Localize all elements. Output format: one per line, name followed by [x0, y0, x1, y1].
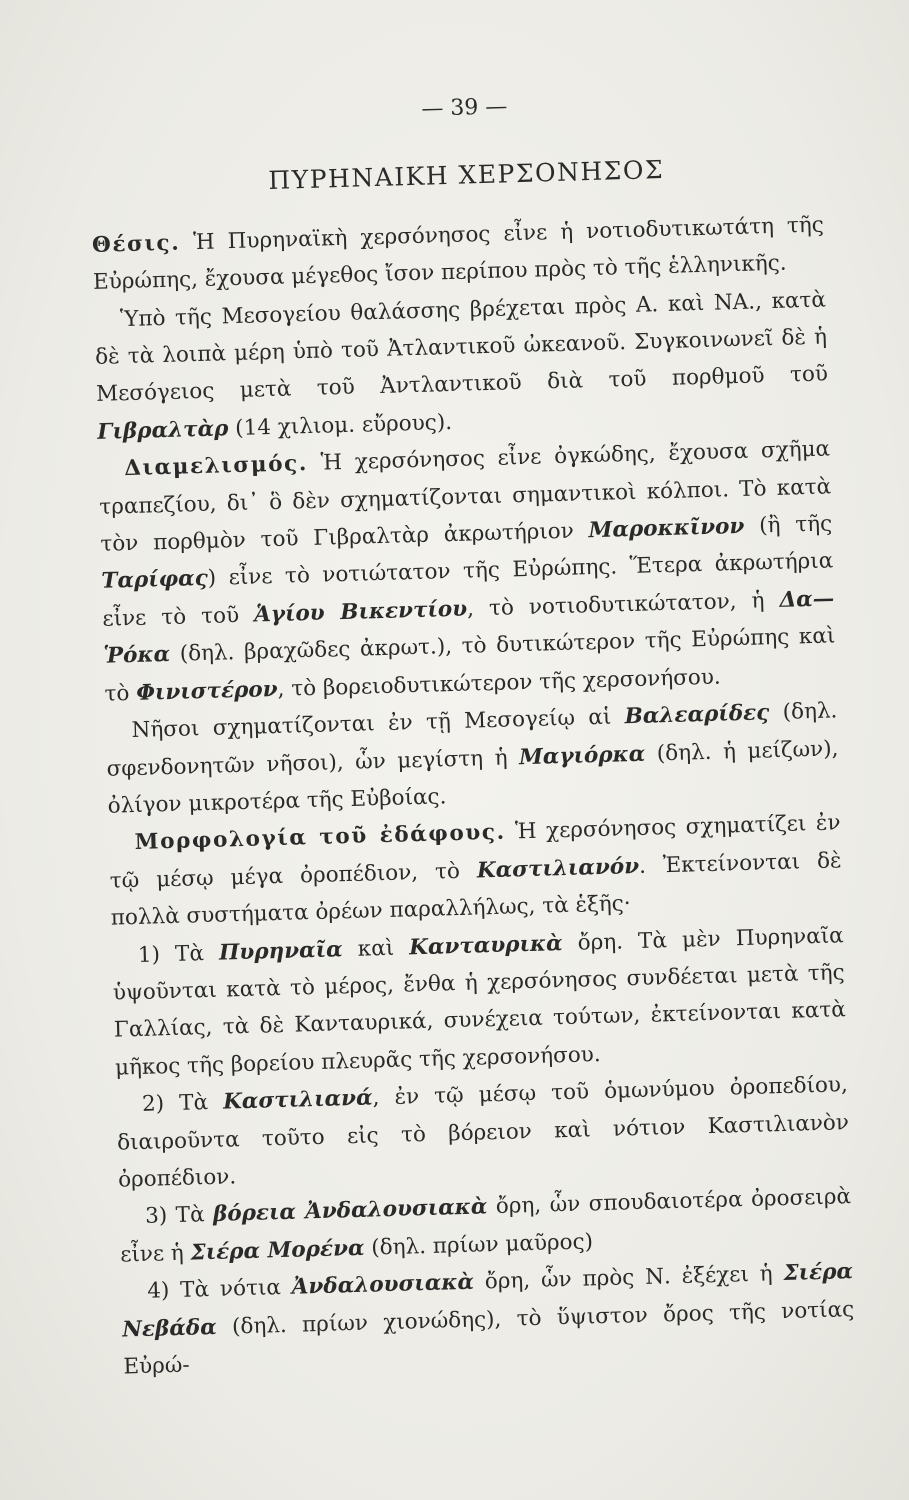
emphasis-term: Δα—Ῥόκα: [103, 586, 835, 670]
section-heading-position: Θέσις.: [91, 230, 181, 258]
emphasis-term: Σιέρα Μορένα: [190, 1235, 365, 1266]
paragraph-seas: [94, 281, 830, 451]
emphasis-term: Πυρηναῖα: [218, 936, 343, 966]
paragraph-text: ) εἶνε τὸ νοτιώτατον τῆς Εὐρώπης. Ἕτερα ἀκρωτήρια εἶνε τὸ τοῦ: [102, 548, 834, 632]
emphasis-term: Ἁγίου Βικεντίου: [253, 596, 468, 628]
paragraph-text: (δηλ. ἡ μείζων), ὀλίγον μικροτέρα τῆς Εὐβοίας.: [107, 735, 839, 819]
paragraph-islands: [105, 692, 840, 825]
paragraph-text: ὄρη. Τὰ μὲν Πυρηναῖα ὑψοῦνται κατὰ τὸ μέρος, ἔνθα ἡ χερσόνησος συνδέεται μετὰ τῆς Γαλλίας, τὰ δὲ Κανταυρικά, συνέχεια τούτων, ἐκτείνονται κατὰ μῆκος τῆς βορείου πλευρᾶς τῆς χερσονήσου.: [112, 922, 847, 1081]
paragraph-text: 1) Τὰ: [137, 940, 220, 968]
paragraph-text: , τὸ νοτιοδυτικώτατον, ἡ: [466, 587, 780, 622]
paragraph-text: , τὸ βορειοδυτικώτερον τῆς χερσονήσου.: [277, 664, 722, 702]
paragraph-text: , ἐν τῷ μέσῳ τοῦ ὁμωνύμου ὀροπεδίου, διαιροῦντα τοῦτο εἰς τὸ βόρειον καὶ νότιον Καστιλιανὸν ὀροπέδιον.: [116, 1072, 850, 1193]
emphasis-term: Καστιλιανόν: [476, 853, 640, 884]
paragraph-text: (ἢ τῆς: [743, 511, 833, 539]
paragraph-text: Ἡ Πυρηναϊκὴ χερσόνησος εἶνε ἡ νοτιοδυτικωτάτη τῆς Εὐρώπης, ἔχουσα μέγεθος ἴσον περίπου πρὸς τὸ τῆς ἑλληνικῆς.: [92, 212, 825, 296]
emphasis-term: Φινιστέρον: [135, 676, 278, 706]
paragraph-text: . Ἐκτείνονται δὲ πολλὰ συστήματα ὀρέων παραλλήλως, τὰ ἑξῆς·: [110, 847, 842, 931]
paragraph-coastline: [98, 431, 837, 713]
emphasis-term: βόρεια Ἀνδαλουσιακὰ: [212, 1194, 488, 1228]
list-item-1: [111, 917, 847, 1087]
paragraph-text: καὶ: [342, 934, 410, 962]
emphasis-term: Βαλεαρίδες: [624, 700, 770, 730]
emphasis-term: Κανταυρικὰ: [408, 930, 563, 960]
paragraph-text: Ἡ χερσόνησος σχηματίζει ἐν τῷ μέσῳ μέγα ὀροπέδιον, τὸ: [109, 810, 841, 894]
paragraph-text: (δηλ. βραχῶδες ἀκρωτ.), τὸ δυτικώτερον τῆς Εὐρώπης καὶ τὸ: [104, 623, 836, 707]
emphasis-term: Σιέρα Νεβάδα: [121, 1259, 854, 1343]
paragraph-text: (δηλ. πρίων χιονώδης), τὸ ὕψιστον ὄρος τῆς νοτίας Εὐρώ-: [123, 1296, 855, 1380]
paragraph-text: ὄρη, ὧν σπουδαιοτέρα ὀροσειρὰ εἶνε ἡ: [119, 1184, 852, 1268]
paragraph-text: Ἡ χερσόνησος εἶνε ὀγκώδης, ἔχουσα σχῆμα τραπεζίου, δι᾽ ὃ δὲν σχηματίζονται σημαντικοὶ κόλποι. Τὸ κατὰ τὸν πορθμὸν τοῦ Γιβραλτὰρ ἀκρωτήριον: [99, 436, 832, 557]
emphasis-term: Ταρίφας: [101, 566, 209, 595]
paragraph-text: (δηλ. πρίων μαῦρος): [364, 1229, 594, 1261]
paragraph-text: 3) Τὰ: [144, 1202, 214, 1230]
page-title: ΠΥΡΗΝΑΙΚΗ ΧΕΡΣΟΝΗΣΟΣ: [268, 155, 665, 196]
paragraph-text: (δηλ. σφενδονητῶν νῆσοι), ὧν μεγίστη ἡ: [106, 698, 838, 782]
paragraph-text: Ὑπὸ τῆς Μεσογείου θαλάσσης βρέχεται πρὸς Α. καὶ ΝΑ., κατὰ δὲ τὰ λοιπὰ μέρη ὑπὸ τοῦ Ἀτλαντικοῦ ὠκεανοῦ. Συγκοινωνεῖ δὲ ἡ Μεσόγειος μετὰ τοῦ Ἀντλαντικοῦ διὰ τοῦ πορθμοῦ τοῦ: [94, 287, 829, 408]
paragraph-text: 2) Τὰ: [141, 1089, 224, 1118]
section-heading-coastline: Διαμελισμός.: [123, 451, 309, 482]
emphasis-term: Καστιλιανά: [222, 1085, 373, 1115]
page-number: — 39 —: [421, 94, 508, 122]
emphasis-term: Μαροκκῖνον: [588, 513, 745, 544]
paragraph-text: Νῆσοι σχηματίζονται ἐν τῇ Μεσογείῳ αἱ: [131, 704, 626, 744]
section-heading-morphology: Μορφολογία τοῦ ἐδάφους.: [134, 819, 506, 856]
page-text: [88, 80, 856, 1386]
paragraph-morphology: [108, 805, 843, 938]
emphasis-term: Μαγιόρκα: [518, 741, 646, 770]
list-item-2: [116, 1066, 851, 1199]
paragraph-text: ὄρη, ὧν πρὸς Ν. ἐξέχει ἡ: [473, 1261, 784, 1295]
paragraph-text: 4) Τὰ νότια: [146, 1274, 293, 1304]
emphasis-term: Γιβραλτὰρ: [96, 416, 229, 445]
list-item-4: [121, 1253, 856, 1386]
emphasis-term: Ἀνδαλουσιακὰ: [291, 1269, 475, 1300]
paragraph-text: (14 χιλιομ. εὔρους).: [228, 409, 453, 442]
